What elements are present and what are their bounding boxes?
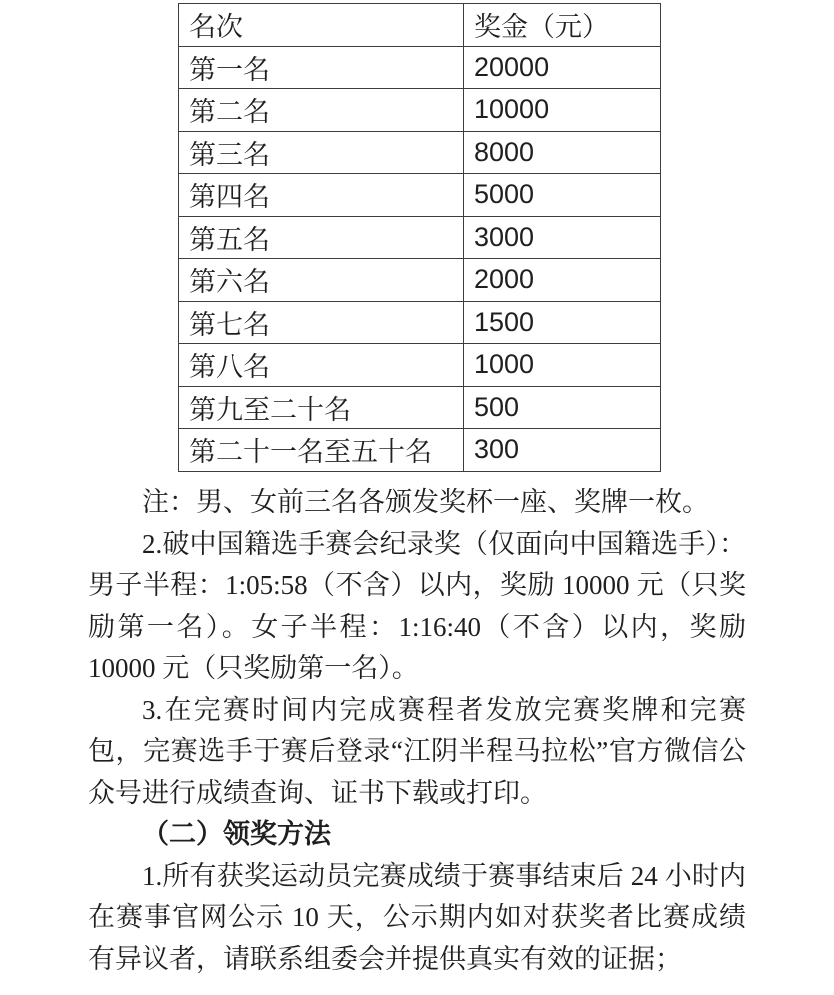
prize-table <box>178 3 661 472</box>
table-row <box>179 429 661 472</box>
rank-cell: 第三名 <box>179 131 464 174</box>
table-row <box>179 89 661 132</box>
rank-cell: 第二十一名至五十名 <box>179 429 464 472</box>
column-header-prize: 奖金（元） <box>464 4 661 47</box>
table-row <box>179 344 661 387</box>
body-text <box>88 482 746 980</box>
result-publicity-paragraph: 1.所有获奖运动员完赛成绩于赛事结束后 24 小时内在赛事官网公示 10 天，公示期内如对获奖者比赛成绩有异议者，请联系组委会并提供真实有效的证据； <box>88 860 746 974</box>
table-row <box>179 46 661 89</box>
prize-cell: 300 <box>464 429 661 472</box>
prize-cell: 5000 <box>464 174 661 217</box>
prize-cell: 8000 <box>464 131 661 174</box>
rank-cell: 第四名 <box>179 174 464 217</box>
prize-cell: 2000 <box>464 259 661 302</box>
rank-cell: 第五名 <box>179 216 464 259</box>
record-award-paragraph: 2.破中国籍选手赛会纪录奖（仅面向中国籍选手）：男子半程：1:05:58（不含）以内，奖励 10000 元（只奖励第一名）。女子半程：1:16:40（不含）以内，奖励 10000 元（只奖励第一名）。 <box>88 528 746 683</box>
prize-cell: 10000 <box>464 89 661 132</box>
rank-cell: 第六名 <box>179 259 464 302</box>
prize-cell: 500 <box>464 386 661 429</box>
table-header-row <box>179 4 661 47</box>
rank-cell: 第七名 <box>179 301 464 344</box>
prize-cell: 1500 <box>464 301 661 344</box>
table-row <box>179 301 661 344</box>
table-row <box>179 386 661 429</box>
table-row <box>179 216 661 259</box>
section-heading-award-method: （二）领奖方法 <box>142 819 331 849</box>
rank-cell: 第一名 <box>179 46 464 89</box>
note-paragraph: 注：男、女前三名各颁发奖杯一座、奖牌一枚。 <box>142 487 709 517</box>
finisher-medal-paragraph: 3.在完赛时间内完成赛程者发放完赛奖牌和完赛包，完赛选手于赛后登录“江阴半程马拉松”官方微信公众号进行成绩查询、证书下载或打印。 <box>88 694 746 808</box>
table-row <box>179 131 661 174</box>
table-row <box>179 174 661 217</box>
prize-cell: 3000 <box>464 216 661 259</box>
rank-cell: 第二名 <box>179 89 464 132</box>
table-row <box>179 259 661 302</box>
rank-cell: 第九至二十名 <box>179 386 464 429</box>
prize-cell: 1000 <box>464 344 661 387</box>
rank-cell: 第八名 <box>179 344 464 387</box>
prize-cell: 20000 <box>464 46 661 89</box>
column-header-rank: 名次 <box>179 4 464 47</box>
